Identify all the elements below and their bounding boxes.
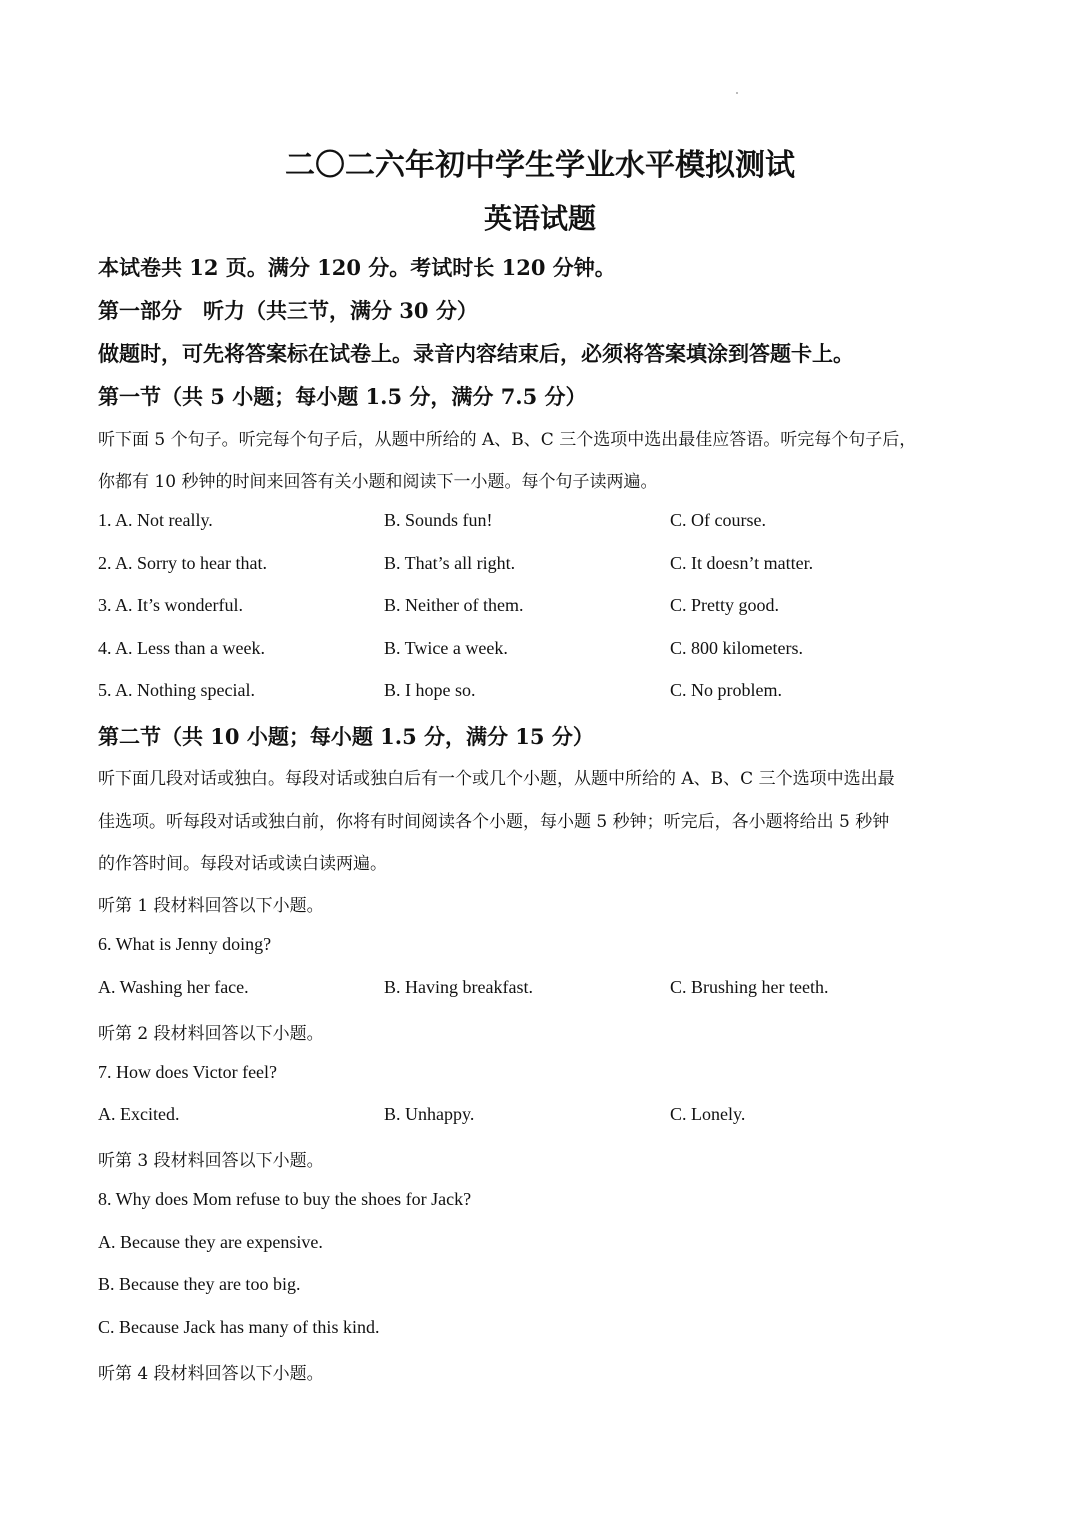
q2-option-b: B. That’s all right. <box>384 553 516 573</box>
section1-desc-line1: 听下面 5 个句子。听完每个句子后，从题中所给的 A、B、C 三个选项中选出最佳应答语。听完每个句子后， <box>98 430 917 450</box>
q3-option-c: C. Pretty good. <box>670 595 780 615</box>
section1-heading: 第一节（共 5 小题；每小题 1.5 分，满分 7.5 分） <box>98 384 587 409</box>
material-4-label: 听第 4 段材料回答以下小题。 <box>98 1364 324 1384</box>
section2-desc-line2: 佳选项。听每段对话或独白前，你将有时间阅读各个小题，每小题 5 秒钟；听完后，各小题将给出 5 秒钟 <box>98 812 890 832</box>
q6-option-c: C. Brushing her teeth. <box>670 977 829 997</box>
q4-option-c: C. 800 kilometers. <box>670 638 803 658</box>
q4-option-b: B. Twice a week. <box>384 638 508 658</box>
scan-speck <box>736 92 738 94</box>
exam-title: 二〇二六年初中学生学业水平模拟测试 <box>285 148 795 183</box>
section2-desc-line1: 听下面几段对话或独白。每段对话或独白后有一个或几个小题，从题中所给的 A、B、C 三个选项中选出最 <box>98 769 895 789</box>
material-3-label: 听第 3 段材料回答以下小题。 <box>98 1151 324 1171</box>
exam-subtitle: 英语试题 <box>483 202 596 235</box>
pages-info: 本试卷共 12 页。满分 120 分。考试时长 120 分钟。 <box>98 255 616 280</box>
material-1-label: 听第 1 段材料回答以下小题。 <box>98 896 324 916</box>
q5-option-b: B. I hope so. <box>384 680 476 700</box>
q2-option-a: 2. A. Sorry to hear that. <box>98 553 267 573</box>
q8-option-c: C. Because Jack has many of this kind. <box>98 1317 380 1337</box>
q8-option-b: B. Because they are too big. <box>98 1274 301 1294</box>
q1-option-c: C. Of course. <box>670 510 766 530</box>
section2-desc-line3: 的作答时间。每段对话或读白读两遍。 <box>98 854 387 874</box>
q5-option-a: 5. A. Nothing special. <box>98 680 255 700</box>
q7-option-c: C. Lonely. <box>670 1104 746 1124</box>
material-2-label: 听第 2 段材料回答以下小题。 <box>98 1024 324 1044</box>
q2-option-c: C. It doesn’t matter. <box>670 553 814 573</box>
q7-option-a: A. Excited. <box>98 1104 180 1124</box>
part1-heading: 第一部分 听力（共三节，满分 30 分） <box>98 298 478 323</box>
instruction-text: 做题时，可先将答案标在试卷上。录音内容结束后，必须将答案填涂到答题卡上。 <box>98 341 854 366</box>
q3-option-b: B. Neither of them. <box>384 595 524 615</box>
q1-option-b: B. Sounds fun! <box>384 510 493 530</box>
q4-option-a: 4. A. Less than a week. <box>98 638 265 658</box>
q7-option-b: B. Unhappy. <box>384 1104 475 1124</box>
q6-stem: 6. What is Jenny doing? <box>98 934 272 954</box>
q3-option-a: 3. A. It’s wonderful. <box>98 595 243 615</box>
q6-option-b: B. Having breakfast. <box>384 977 533 997</box>
section2-heading: 第二节（共 10 小题；每小题 1.5 分，满分 15 分） <box>98 724 594 749</box>
q8-stem: 8. Why does Mom refuse to buy the shoes for Jack? <box>98 1189 472 1209</box>
q8-option-a: A. Because they are expensive. <box>98 1232 323 1252</box>
q6-option-a: A. Washing her face. <box>98 977 249 997</box>
q1-option-a: 1. A. Not really. <box>98 510 213 530</box>
section1-desc-line2: 你都有 10 秒钟的时间来回答有关小题和阅读下一小题。每个句子读两遍。 <box>98 472 658 492</box>
q7-stem: 7. How does Victor feel? <box>98 1062 278 1082</box>
q5-option-c: C. No problem. <box>670 680 782 700</box>
